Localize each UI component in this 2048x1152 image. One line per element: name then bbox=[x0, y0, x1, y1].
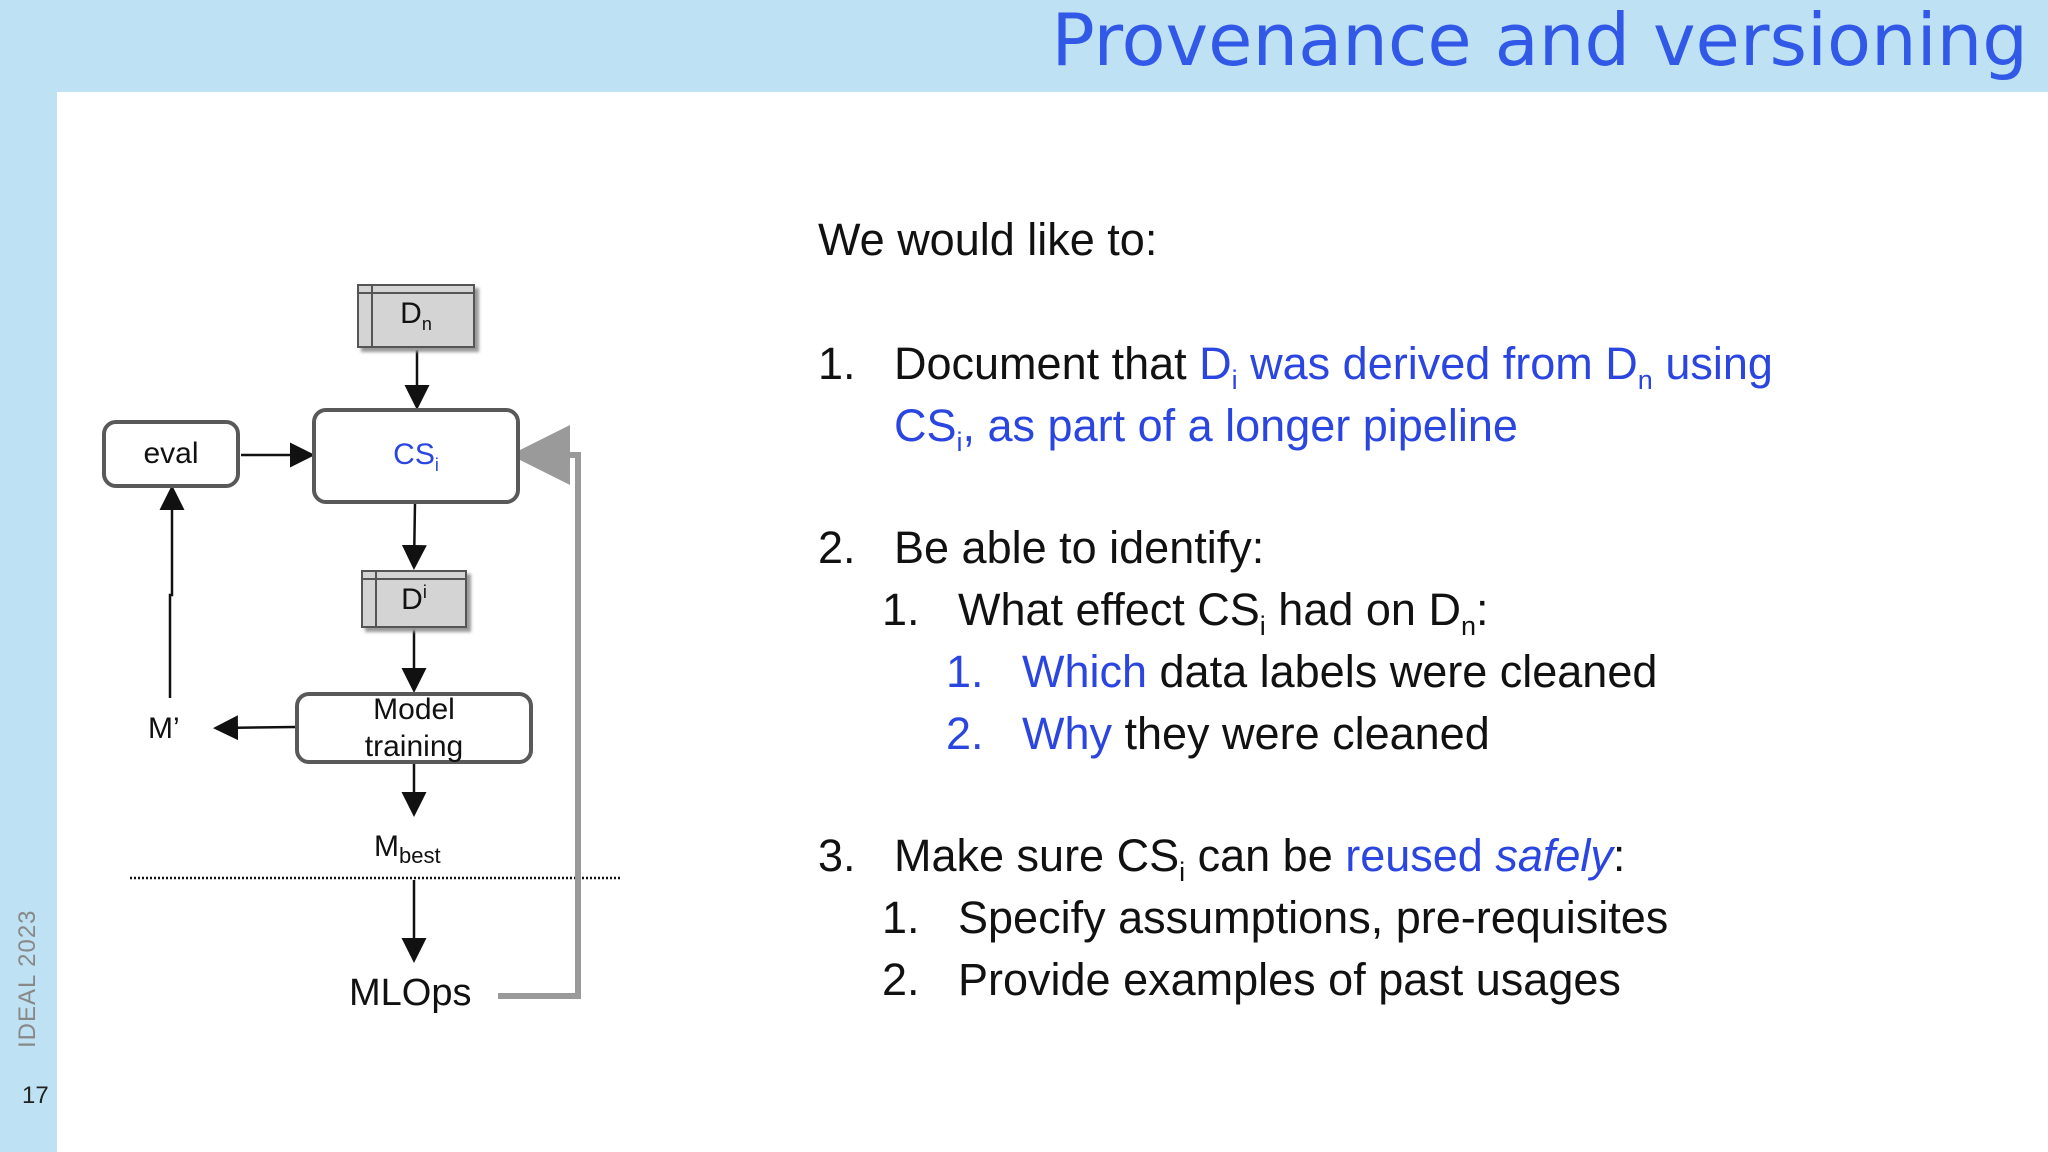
item3-colon: : bbox=[1612, 830, 1626, 881]
item2-text: Be able to identify: bbox=[894, 522, 1265, 573]
arrow-mprime-to-eval bbox=[170, 490, 172, 698]
item2-subsub2-blue: Why bbox=[1022, 708, 1112, 759]
csi-main: CS bbox=[393, 437, 435, 471]
page-number: 17 bbox=[22, 1082, 49, 1109]
item1-csi-main: CS bbox=[894, 400, 957, 451]
item3-a: Make sure CS bbox=[894, 830, 1180, 881]
di-main: D bbox=[401, 582, 423, 616]
item2-sub1-number: 1. bbox=[882, 584, 920, 635]
item3-sub: i bbox=[1179, 857, 1186, 887]
dataset-di-label bbox=[401, 582, 427, 617]
model-training-label: Model training bbox=[364, 692, 464, 763]
item1-blue-text bbox=[1199, 338, 1773, 395]
mbest-main: M bbox=[374, 830, 399, 863]
di-sup: i bbox=[422, 581, 427, 602]
item1-number: 1. bbox=[818, 338, 856, 389]
item2-subsub2-text bbox=[1022, 708, 1490, 760]
eval-box: eval bbox=[102, 420, 240, 488]
item2-sub1-c: : bbox=[1475, 584, 1489, 635]
item2-sub1-sub: i bbox=[1259, 611, 1266, 641]
item1-line1 bbox=[894, 338, 1773, 396]
dataset-dn-label bbox=[400, 297, 432, 335]
dataset-di-box bbox=[361, 570, 467, 628]
item3-number: 3. bbox=[818, 830, 856, 881]
model-training-box bbox=[295, 692, 533, 764]
csi-sub: i bbox=[434, 454, 439, 475]
item2-subsub1-number: 1. bbox=[946, 646, 984, 697]
dataset-dn-box bbox=[357, 284, 475, 348]
arrow-csi-to-di bbox=[414, 503, 415, 565]
item3-text bbox=[894, 830, 1625, 888]
item3-sub2-number: 2. bbox=[882, 954, 920, 1005]
item1-derived: was derived from D bbox=[1237, 338, 1638, 389]
item1-di-sub: i bbox=[1231, 365, 1238, 395]
dn-sub: n bbox=[421, 314, 432, 334]
item2-sub1-text bbox=[958, 584, 1488, 642]
dn-main: D bbox=[400, 297, 422, 330]
item1-line2 bbox=[894, 400, 1518, 458]
item3-safely: safely bbox=[1495, 830, 1613, 881]
item3-sub1-number: 1. bbox=[882, 892, 920, 943]
item3-sub1-text: Specify assumptions, pre-requisites bbox=[958, 892, 1669, 943]
item2-subsub1-rest: data labels were cleaned bbox=[1147, 646, 1658, 697]
mlops-label: MLOps bbox=[349, 972, 472, 1014]
item3-sub2-text: Provide examples of past usages bbox=[958, 954, 1621, 1005]
item2-subsub2-number: 2. bbox=[946, 708, 984, 759]
item2-subsub2-rest: they were cleaned bbox=[1112, 708, 1490, 759]
item2-subsub1-text bbox=[1022, 646, 1657, 698]
m-prime-label: M’ bbox=[148, 712, 180, 745]
item1-using: using bbox=[1652, 338, 1773, 389]
item1-di-main: D bbox=[1199, 338, 1232, 389]
mbest-sub: best bbox=[399, 843, 441, 868]
item2-sub1-b: had on D bbox=[1265, 584, 1461, 635]
arrow-model-to-mprime bbox=[218, 727, 295, 728]
item2-sub1-sub2: n bbox=[1460, 611, 1476, 641]
item2-subsub1-blue: Which bbox=[1022, 646, 1148, 697]
item2-number: 2. bbox=[818, 522, 856, 573]
item1-line2-rest: , as part of a longer pipeline bbox=[962, 400, 1518, 451]
slide-title: Provenance and versioning bbox=[1051, 0, 2028, 82]
item1-text-a: Document that bbox=[894, 338, 1200, 389]
item3-reused: reused bbox=[1345, 830, 1496, 881]
intro-text: We would like to: bbox=[818, 214, 1158, 265]
csi-box bbox=[312, 408, 520, 504]
item3-b: can be bbox=[1185, 830, 1346, 881]
item1-dn-sub: n bbox=[1637, 365, 1653, 395]
csi-label bbox=[393, 436, 439, 477]
m-best-label bbox=[374, 830, 441, 869]
item1-csi-sub: i bbox=[956, 427, 963, 457]
conference-label: IDEAL 2023 bbox=[14, 909, 41, 1048]
item2-sub1-a: What effect CS bbox=[958, 584, 1260, 635]
